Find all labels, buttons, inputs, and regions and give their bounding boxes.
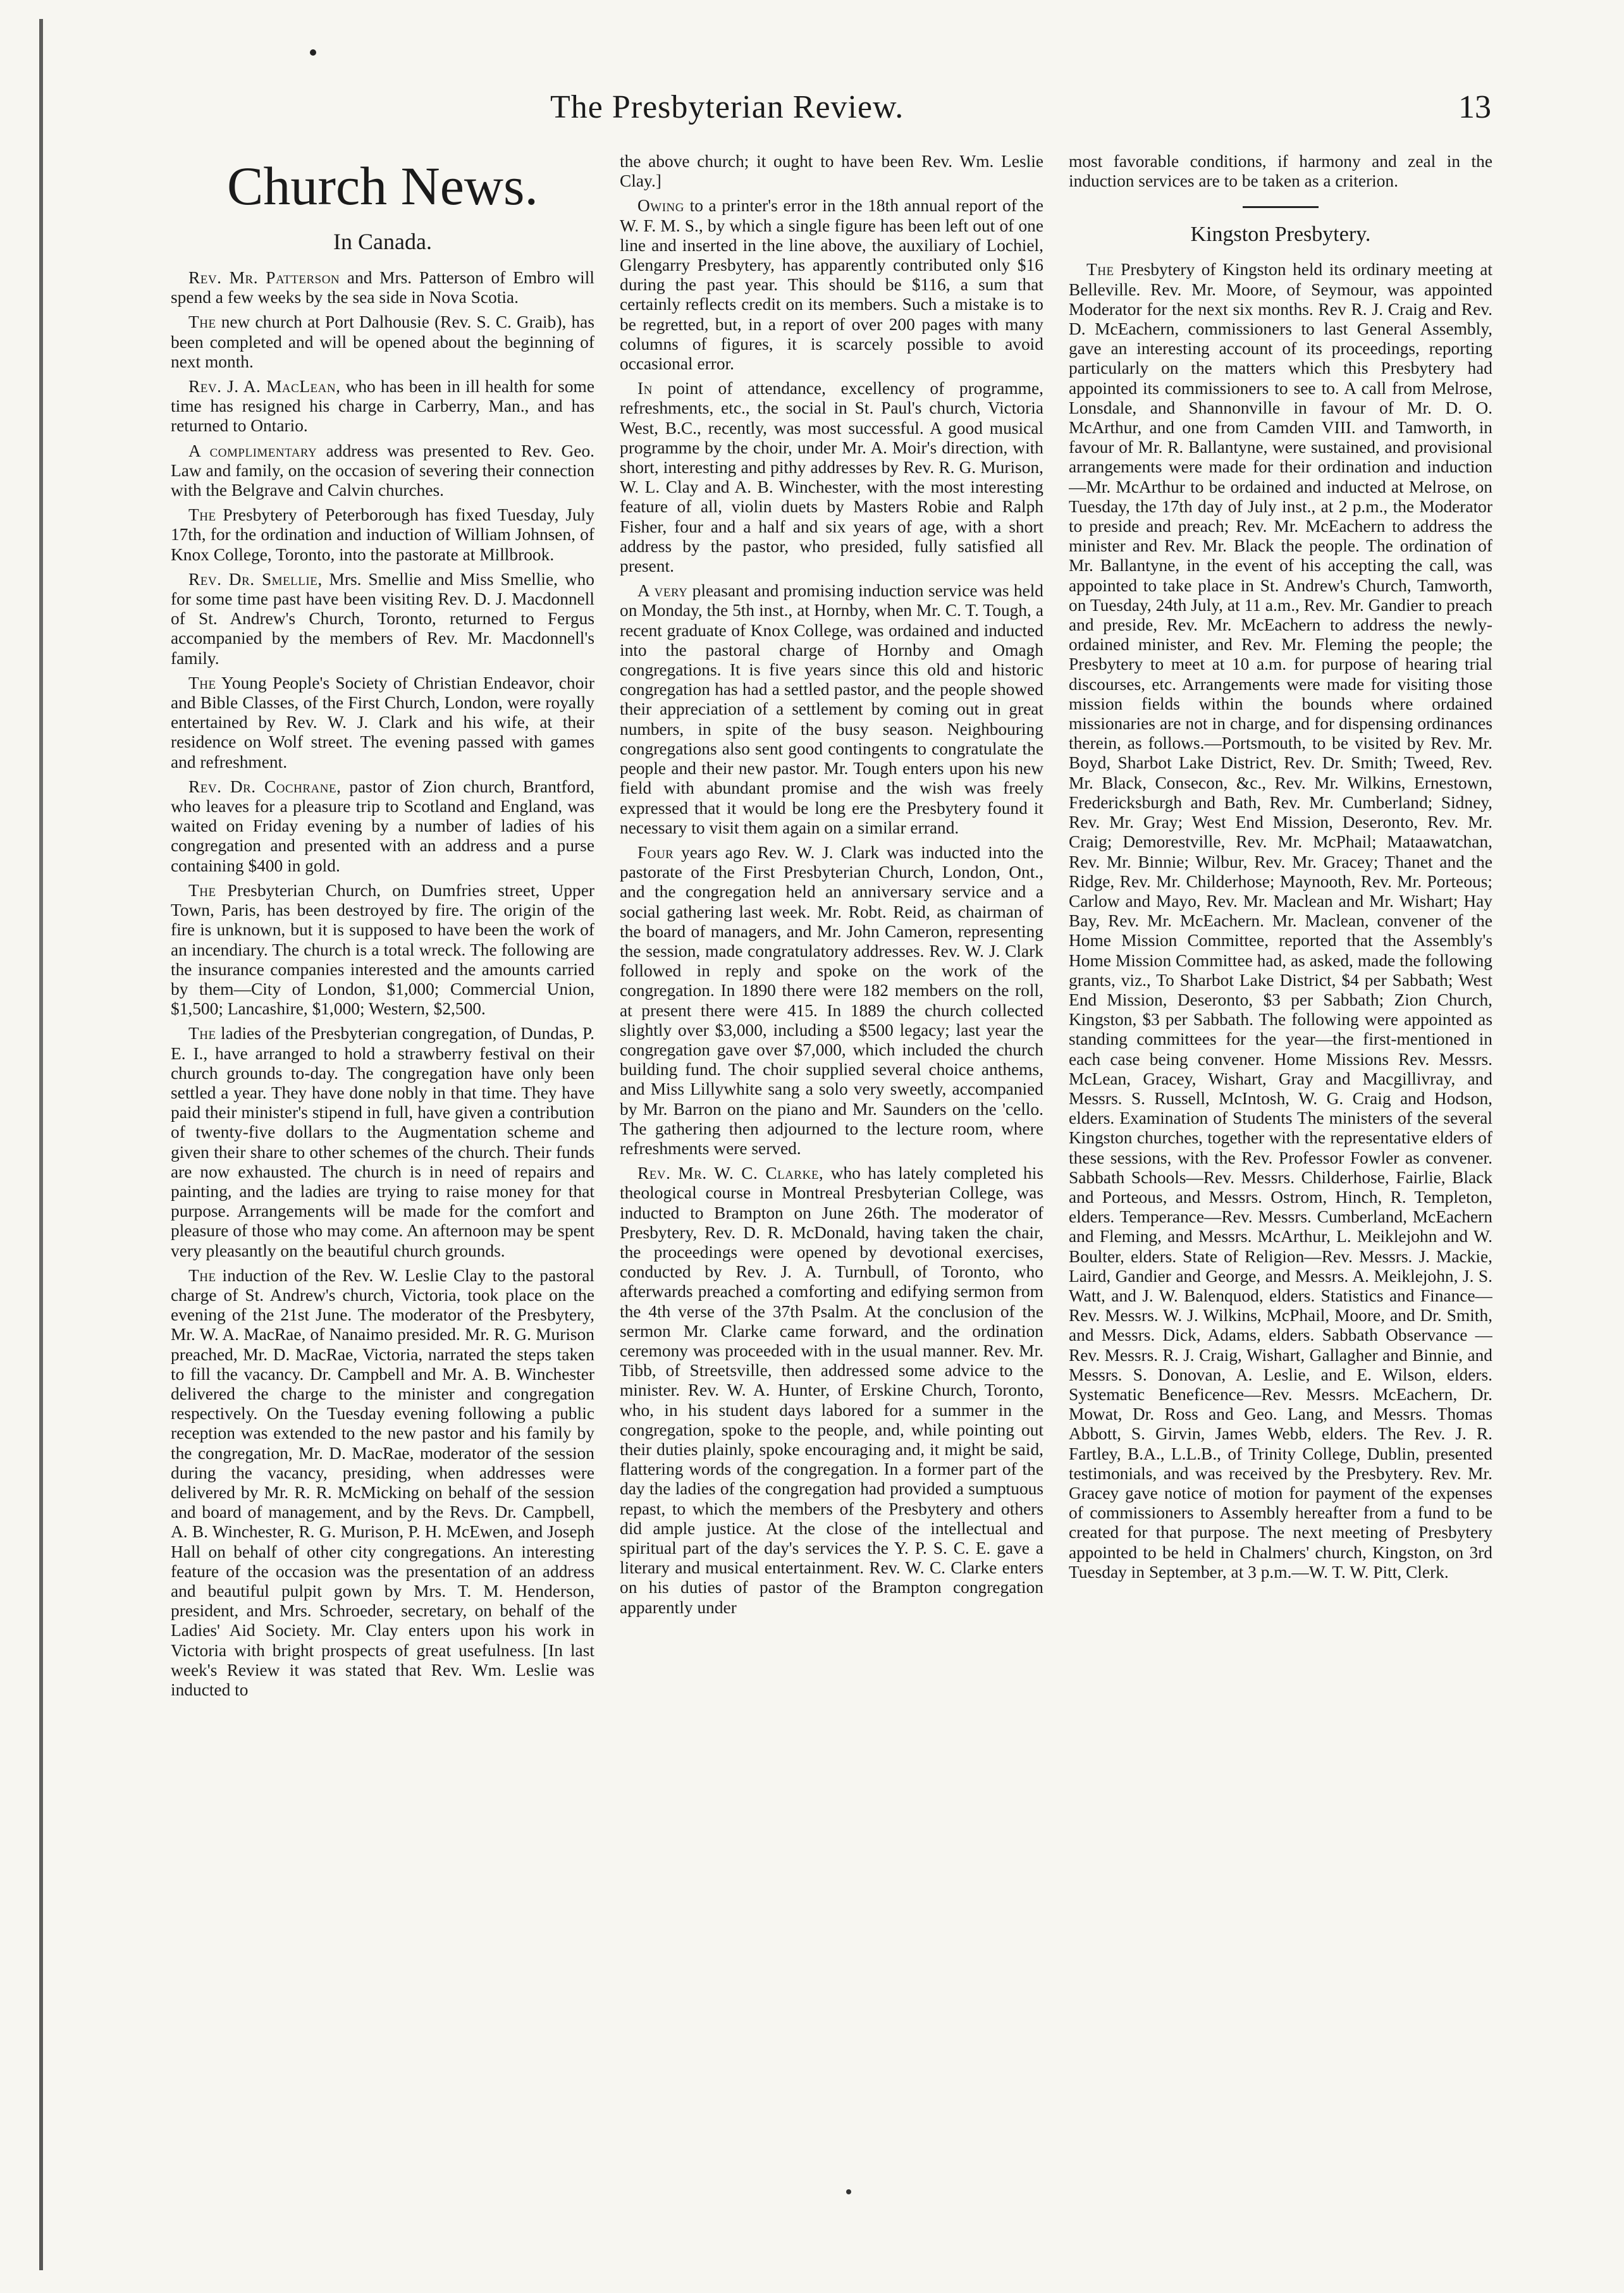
paragraph <box>171 1266 594 1700</box>
paragraph-lead: The <box>188 673 216 692</box>
paragraph <box>171 441 594 501</box>
column-1-body <box>171 268 594 1700</box>
paragraph-lead: Rev. Mr. W. C. Clarke, <box>637 1164 824 1183</box>
paragraph-text: pastor of Zion church, Brantford, who leaves for a pleasure trip to Scotland and England, was waited on Friday evening by a number of ladies of his congregation and presented with an address and a purse containing $400 in gold. <box>171 777 594 875</box>
paragraph <box>620 152 1043 191</box>
paragraph-text: years ago Rev. W. J. Clark was inducted into the pastorate of the First Presbyterian Church, London, Ont., and the congregation held an anniversary service and a social gathering last week. Mr. Robt. Reid, as chairman of the board of managers, and Mr. John Cameron, representing the session, made congratulatory addresses. Rev. W. J. Clark followed in reply and spoke on the work of the congregation. In 1890 there were 182 members on the roll, at present there were 415. In 1889 the church collected slightly over $3,000, including a $500 legacy; last year the congregation gave over $7,000, which included the church building fund. The choir supplied several choice anthems, and Miss Lillywhite sang a solo very sweetly, accompanied by Mr. Barron on the piano and Mr. Saunders on the 'cello. The gathering then adjourned to the lecture room, where refreshments were served. <box>620 842 1043 1158</box>
paragraph-lead: A very <box>637 581 688 601</box>
paragraph-text: to a printer's error in the 18th annual report of the W. F. M. S., by which a single figure has been left out of one line and inserted in the line above, the auxiliary of Lochiel, Glengarry Presbytery, has apparently contributed only $16 during the past year. This should be $116, a sum that certainly reflects credit on its members. Such a mistake is to be regretted, but, in a report of over 200 pages with many columns of figures, it is scarcely possible to avoid occasional error. <box>620 196 1043 374</box>
paragraph-text: Young People's Society of Christian Endeavor, choir and Bible Classes, of the First Church, London, were royally entertained by Rev. W. J. Clark and his wife, at their residence on Wolf street. The evening passed with games and refreshment. <box>171 673 594 772</box>
column-1 <box>171 152 594 2175</box>
footer-dot <box>846 2189 851 2194</box>
section-subtitle: In Canada. <box>333 229 432 254</box>
paragraph <box>171 377 594 436</box>
paragraph <box>171 777 594 876</box>
paragraph-lead: The <box>188 1265 216 1285</box>
paragraph-text: the above church; it ought to have been Rev. Wm. Leslie Clay.] <box>620 152 1043 191</box>
paragraph-lead: Four <box>637 842 674 862</box>
binding-edge-line <box>39 19 43 2270</box>
kingston-presbytery-heading: Kingston Presbytery. <box>1190 223 1371 247</box>
column-2 <box>620 152 1043 2175</box>
paragraph <box>620 1164 1043 1618</box>
paragraph-lead: The <box>1086 260 1114 280</box>
paragraph-text: Presbyterian Church, on Dumfries street, Upper Town, Paris, has been destroyed by fire. The origin of the fire is unknown, but it is supposed to have been the work of an incendiary. The church is a total wreck. The following are the insurance companies interested and the amounts carried by them—City of London, $1,000; Commercial Union, $1,500; Lancashire, $1,000; Western, $2,500. <box>171 880 594 1019</box>
section-title: Church News. <box>226 156 539 216</box>
paragraph-lead: Rev. Dr. Smellie, <box>188 569 323 589</box>
paragraph-lead: The <box>188 312 216 332</box>
paragraph <box>171 673 594 772</box>
paragraph-lead: The <box>188 505 216 525</box>
paragraph <box>171 570 594 668</box>
section-divider <box>1243 206 1319 208</box>
column-3 <box>1069 152 1492 2175</box>
paragraph <box>620 379 1043 576</box>
paragraph-lead: Owing <box>637 196 684 216</box>
paragraph-lead: The <box>188 880 216 900</box>
paragraph-text: most favorable conditions, if harmony and zeal in the induction services are to be taken as a criterion. <box>1069 152 1492 191</box>
paragraph-text: point of attendance, excellency of programme, refreshments, etc., the social in St. Paul's church, Victoria West, B.C., recently, was most successful. A good musical programme by the choir, under Mr. A. Moir's direction, with short, interesting and pithy addresses by Rev. R. G. Murison, W. L. Clay and A. B. Winchester, with the most interesting feature of all, violin duets by Masters Robie and Ralph Fisher, four and a half and six years of age, with a short address by the pastor, who presided, fully satisfied all present. <box>620 379 1043 576</box>
paragraph-text: ladies of the Presbyterian congregation, of Dundas, P. E. I., have arranged to hold a strawberry festival on their church grounds to-day. The congregation have only been settled a year. They have done nobly in that time. They have paid their minister's stipend in full, have given a contribution of twenty-five dollars to the Augmentation scheme and given their share to other schemes of the church. Their funds are now exhausted. The church is in need of repairs and painting, and the ladies are trying to raise money for that purpose. Arrangements will be made for the comfort and pleasure of those who may come. An afternoon may be spent very pleasantly on the beautiful church grounds. <box>171 1024 594 1260</box>
paragraph <box>1069 152 1492 191</box>
paragraph <box>171 268 594 307</box>
margin-dot <box>310 49 316 56</box>
paragraph-lead: Rev. J. A. MacLean, <box>188 377 341 397</box>
column-2-body <box>620 152 1043 1618</box>
paragraph-text: induction of the Rev. W. Leslie Clay to the pastoral charge of St. Andrew's church, Victoria, took place on the evening of the 21st June. The moderator of the Presbytery, Mr. W. A. MacRae, of Nanaimo presided. Mr. R. G. Murison preached, Mr. D. MacRae, Victoria, narrated the steps taken to fill the vacancy. Dr. Campbell and Mr. A. B. Winchester delivered the charge to the minister and congregation respectively. On the Tuesday evening following a public reception was extended to the new pastor and his family by the congregation, Mr. D. MacRae, moderator of the session during the vacancy, presiding, when addresses were delivered by Mr. R. R. McMicking on behalf of the session and board of management, and by the Revs. Dr. Campbell, A. B. Winchester, R. G. Murison, P. H. McEwen, and Joseph Hall on behalf of other city congregations. An interesting feature of the occasion was the presentation of an address and beautiful pulpit gown by Mrs. T. M. Henderson, president, and Mrs. Schroeder, secretary, on behalf of the Ladies' Aid Society. Mr. Clay enters upon his work in Victoria with bright prospects of great usefulness. [In last week's Review it was stated that Rev. Wm. Leslie was inducted to <box>171 1265 594 1700</box>
paragraph <box>171 881 594 1019</box>
paragraph <box>620 581 1043 838</box>
paragraph-text: new church at Port Dalhousie (Rev. S. C. Graib), has been completed and will be opened about the beginning of next month. <box>171 312 594 371</box>
paragraph <box>1069 260 1492 1582</box>
column-3-body-continued <box>1069 260 1492 1582</box>
paragraph-text: who has been in ill health for some time has resigned his charge in Carberry, Man., and has returned to Ontario. <box>171 377 594 436</box>
paragraph-lead: In <box>637 379 653 398</box>
paragraph-text: address was presented to Rev. Geo. Law and family, on the occasion of severing their connection with the Belgrave and Calvin churches. <box>171 441 594 500</box>
running-head <box>171 89 1491 145</box>
paragraph-text: and Mrs. Patterson of Embro will spend a few weeks by the sea side in Nova Scotia. <box>171 268 594 307</box>
paragraph-lead: Rev. Mr. Patterson <box>188 268 340 287</box>
paragraph-text: Presbytery of Kingston held its ordinary meeting at Belleville. Rev. Mr. Moore, of Seymour, was appointed Moderator for the next six months. Rev R. J. Craig and Rev. D. McEachern, commissioners to last General Assembly, gave an interesting account of its proceedings, reporting particularly on the matters which this Presbytery had appointed its commissioners to see to. A call from Melrose, Lonsdale, and Shannonville in favour of Mr. D. O. McArthur, and one from Camden VIII. and Tamworth, in favour of Mr. R. Ballantyne, were sustained, and provisional arrangements were made for their ordination and induction—Mr. McArthur to be ordained and inducted at Melrose, on Tuesday, the 17th day of July inst., at 2 p.m., the Moderator to preside and preach; Rev. Mr. McEachern to address the minister and Rev. Mr. Black the people. The ordination of Mr. Ballantyne, in the event of his accepting the call, was appointed to take place in St. Andrew's Church, Tamworth, on Tuesday, 24th July, at 11 a.m., Rev. Mr. Gandier to preach and preside, Rev. Mr. McEachern to address the newly-ordained minister, and Rev. Mr. Fleming the people; the Presbytery to meet at 10 a.m. for purpose of hearing trial discourses, etc. Arrangements were made for visiting those mission fields within the bounds where ordained missionaries are not in charge, and for dispensing ordinances therein, as follows.—Portsmouth, to be visited by Rev. Mr. Boyd, Sharbot Lake District, Rev. Dr. Smith; Tweed, Rev. Mr. Black, Consecon, &c., Rev. Mr. Wilkins, Ernestown, Fredericksburgh and Bath, Rev. Mr. Cumberland; Sidney, Rev. Mr. Gray; West End Mission, Deseronto, Rev. Mr. Craig; Demorestville, Rev. Mr. McPhail; Mataawatchan, Rev. Mr. Binnie; Wilbur, Rev. Mr. Gracey; Thanet and the Ridge, Rev. Mr. Childerhose; Maynooth, Rev. Mr. Porteous; Carlow and Mayo, Rev. Mr. Maclean and Mr. Wishart; Hay Bay, Rev. Mr. McEachern. Mr. Maclean, convener of the Home Mission Committee, reported that the Assembly's Home Mission Committee had, as asked, made the following grants, viz., To Sharbot Lake District, $4 per Sabbath; West End Mission, Deseronto, $3 per Sabbath; Zion Church, Kingston, $3 per Sabbath. The following were appointed as standing committees for the year—the first-mentioned in each case being convener. Home Missions Rev. Messrs. McLean, Gracey, Wishart, Gray and Macgillivray, and Messrs. S. Russell, McIntosh, W. G. Craig and Hodson, elders. Examination of Students The ministers of the several Kingston churches, together with the representative elders of these sessions, with the Rev. Professor Fowler as convener. Sabbath Schools—Rev. Messrs. Childerhose, Fairlie, Black and Porteous, and Messrs. Ostrom, Hinch, R. Templeton, elders. Temperance—Rev. Messrs. Cumberland, McEachern and Fleming, and Messrs. McArthur, L. Meiklejohn and W. Boulter, elders. State of Religion—Rev. Messrs. J. Mackie, Laird, Gandier and George, and Messrs. A. Meiklejohn, J. S. Watt, and J. W. Balenquod, elders. Statistics and Finance—Rev. Messrs. W. J. Wilkins, McPhail, Moore, and Dr. Smith, and Messrs. Dick, Adams, elders. Sabbath Observance —Rev. Messrs. R. J. Craig, Wishart, Gallagher and Binnie, and Messrs. S. Donovan, A. Leslie, and E. Wilson, elders. Systematic Beneficence—Rev. Messrs. McEachern, Dr. Mowat, Dr. Ross and Geo. Lang, and Messrs. Thomas Abbott, S. Girvin, James Webb, elders. The Rev. J. R. Fartley, B.A., L.L.B., of Trinity College, Dublin, presented testimonials, and was received by the Presbytery. Rev. Mr. Gracey gave notice of motion for payment of the expenses of commissioners to Assembly hereafter from a fund to be created for that purpose. The next meeting of Presbytery appointed to be held in Chalmers' church, Kingston, on 3rd Tuesday in September, at 3 p.m.—W. T. W. Pitt, Clerk. <box>1069 260 1492 1582</box>
paragraph-text: who has lately completed his theological course in Montreal Presbyterian College, was inducted to Brampton on June 26th. The moderator of Presbytery, Rev. D. R. McDonald, having taken the chair, the proceedings were opened by devotional exercises, conducted by Rev. J. A. Turnbull, of Toronto, who afterwards preached a comforting and edifying sermon from the 4th verse of the 37th Psalm. At the conclusion of the sermon Mr. Clarke came forward, and the ordination ceremony was proceeded with in the usual manner. Rev. Mr. Tibb, of Streetsville, then addressed some advice to the minister. Rev. W. A. Hunter, of Erskine Church, Toronto, who, in his student days labored for a summer in the congregation, spoke to the people, and, while pointing out their duties plainly, spoke encouraging and, it might be said, flattering words of the congregation. In a former part of the day the ladies of the congregation had provided a sumptuous repast, to which the members of the Presbytery and others did ample justice. At the close of the intellectual and spiritual part of the day's services the Y. P. S. C. E. gave a literary and musical entertainment. Rev. W. C. Clarke enters on his duties of pastor of the Brampton congregation apparently under <box>620 1164 1043 1617</box>
article-columns <box>171 152 1492 2175</box>
paragraph <box>620 843 1043 1159</box>
paragraph-lead: Rev. Dr. Cochrane, <box>188 777 341 796</box>
paragraph <box>171 505 594 565</box>
page-number: 13 <box>1458 89 1491 125</box>
column-3-body <box>1069 152 1492 191</box>
paragraph-lead: A complimentary <box>188 441 317 460</box>
paragraph-lead: The <box>188 1024 216 1043</box>
paragraph <box>171 312 594 372</box>
paragraph-text: Presbytery of Peterborough has fixed Tuesday, July 17th, for the ordination and induction of William Johnsen, of Knox College, Toronto, into the pastorate at Millbrook. <box>171 505 594 564</box>
paragraph-text: pleasant and promising induction service was held on Monday, the 5th inst., at Hornby, when Mr. C. T. Tough, a recent graduate of Knox College, was ordained and inducted into the pastoral charge of Hornby and Omagh congregations. It is five years since this old and historic congregation has had a settled pastor, and the people showed their appreciation of a settlement by coming out in great numbers, in spite of the busy season. Neighbouring congregations also sent good contingents to congratulate the people and their new pastor. Mr. Tough enters upon his new field with abundant promise and the wish was freely expressed that it would be long ere the Presbytery found it necessary to visit them again on a similar errand. <box>620 581 1043 837</box>
paragraph-text: Mrs. Smellie and Miss Smellie, who for some time past have been visiting Rev. D. J. Macdonnell of St. Andrew's Church, Toronto, returned to Fergus accompanied by the members of Rev. Mr. Macdonnell's family. <box>171 569 594 668</box>
paragraph <box>620 196 1043 374</box>
paragraph <box>171 1024 594 1260</box>
journal-title: The Presbyterian Review. <box>550 89 904 125</box>
